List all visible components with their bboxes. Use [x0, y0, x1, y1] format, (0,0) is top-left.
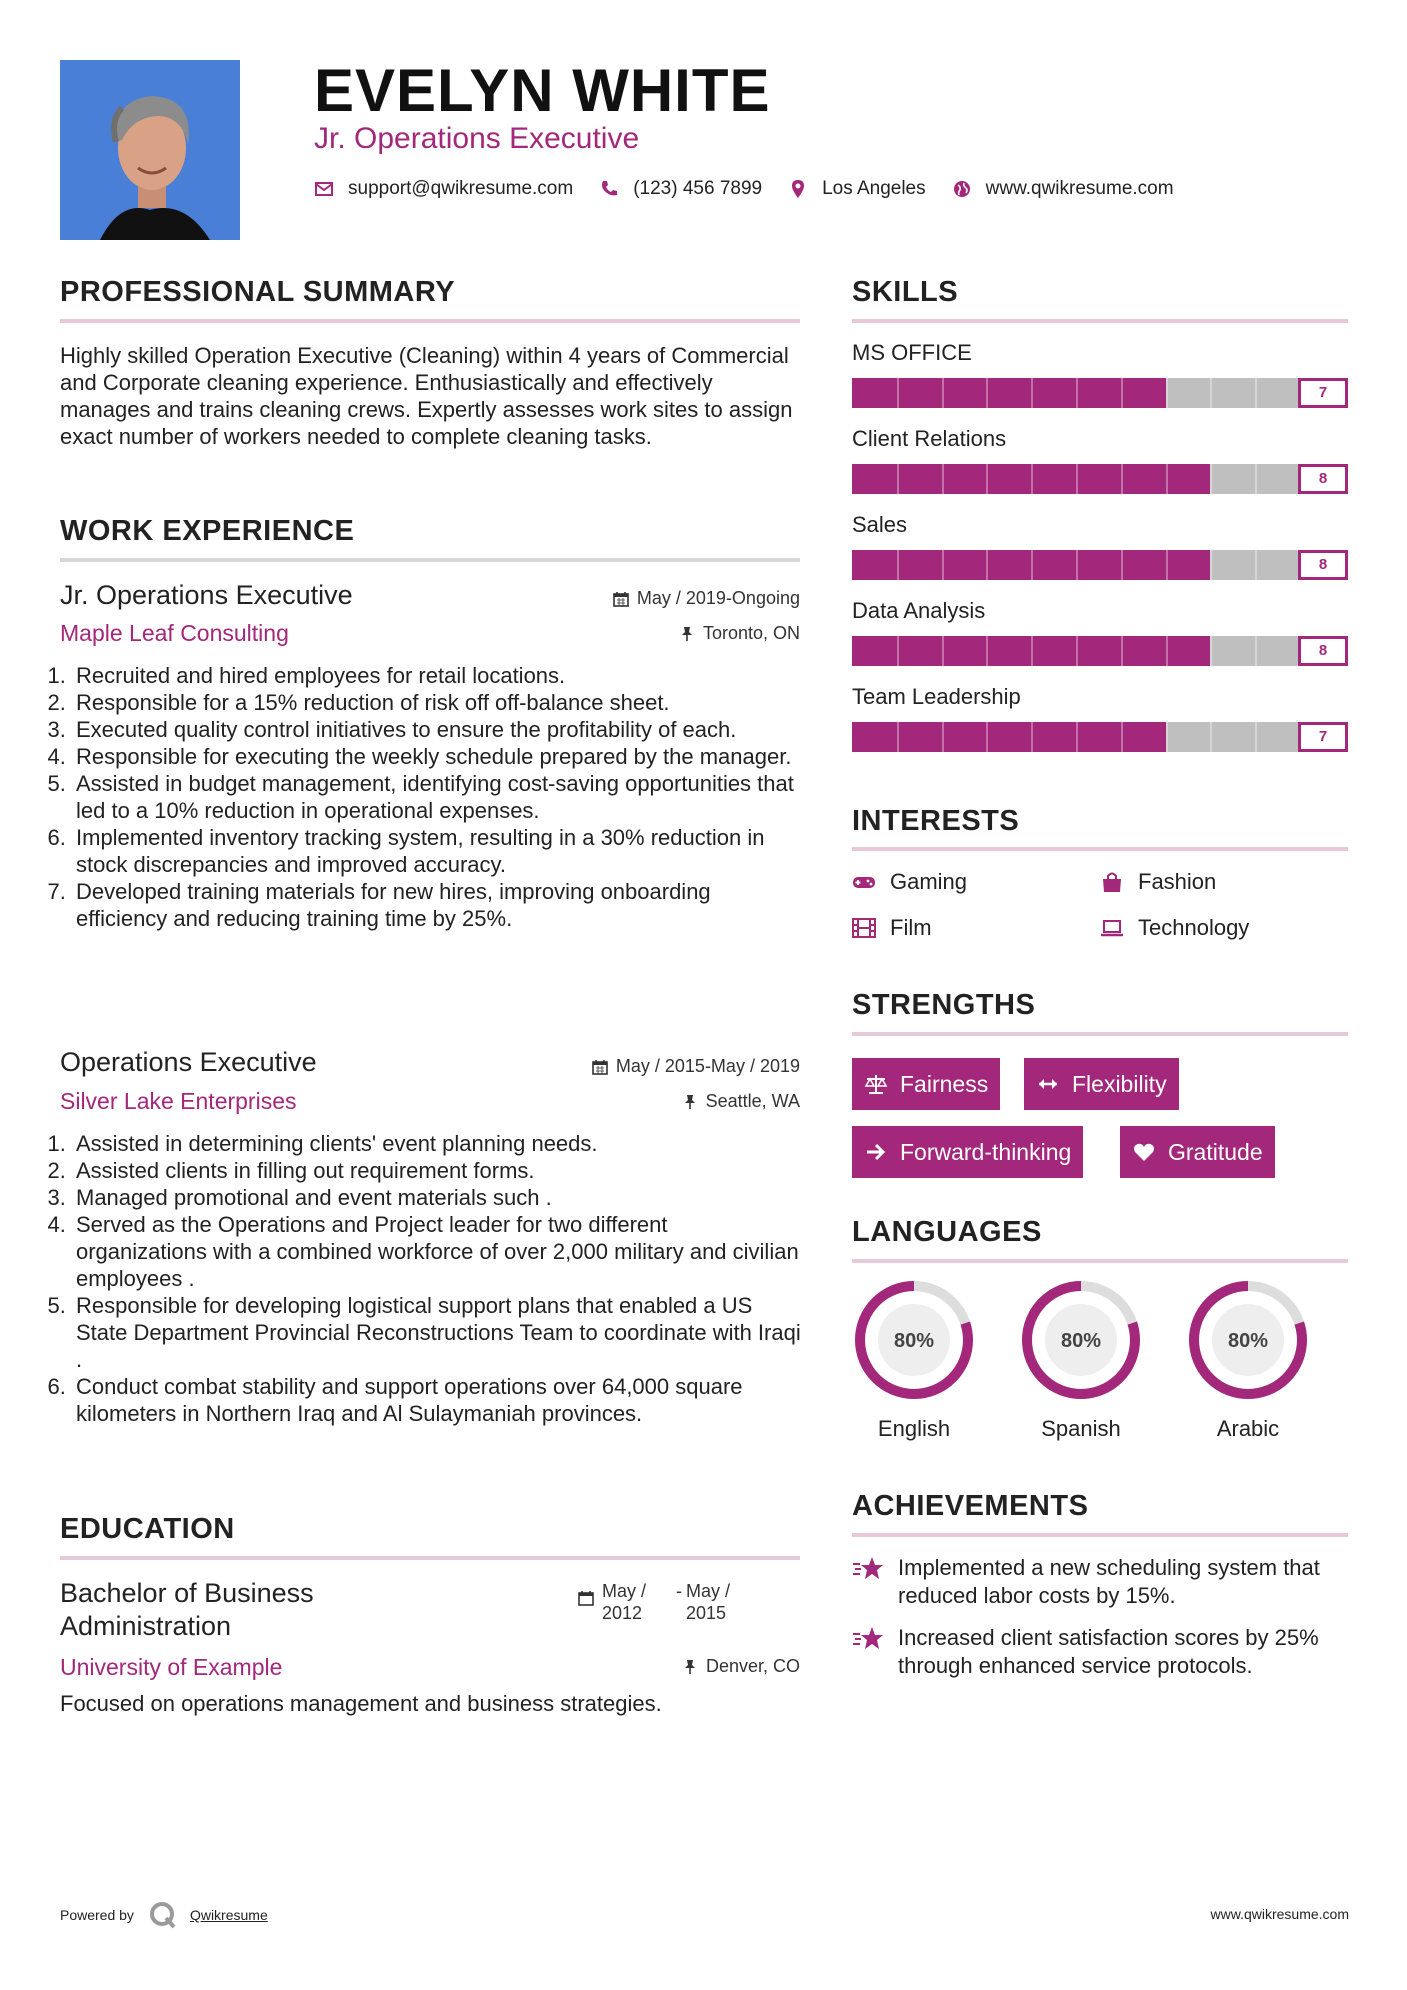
responsibility-item: 5. Responsible for developing logistical support plans that enabled a US State Department Provincial Reconstructions Team to coordinate with Iraqi .: [72, 1292, 804, 1373]
responsibility-item: 3. Executed quality control initiatives to ensure the profitability of each.: [72, 716, 804, 743]
skill-segment-divider: [1166, 636, 1168, 666]
envelope-icon: [314, 179, 334, 199]
job-title: Operations Executive: [60, 1047, 317, 1077]
interests-heading: INTERESTS: [852, 805, 1020, 837]
job-location-text: Seattle, WA: [705, 1091, 800, 1111]
laptop-icon: [1100, 917, 1124, 939]
job-responsibilities: [54, 1130, 804, 1427]
skill-bar: [852, 722, 1348, 752]
strengths-divider: [852, 1032, 1348, 1036]
skill-segment-divider: [1166, 378, 1168, 408]
balance-scale-icon: [864, 1072, 888, 1096]
skill-segment-divider: [1210, 464, 1212, 494]
skill-segment-divider: [1076, 636, 1078, 666]
job-title: Jr. Operations Executive: [60, 580, 353, 610]
strength-badge: [852, 1126, 1083, 1178]
interest-fashion: [1100, 869, 1216, 895]
skill-segment-divider: [1031, 636, 1033, 666]
interest-label: Fashion: [1138, 869, 1217, 894]
responsibility-item: 6. Conduct combat stability and support operations over 64,000 square kilometers in Northern Iraq and Al Sulaymaniah provinces.: [72, 1373, 804, 1427]
skill-segment-divider: [942, 550, 944, 580]
star-icon: [852, 1554, 886, 1584]
shopping-bag-icon: [1100, 871, 1124, 893]
ring-percent-label: 80%: [1227, 1330, 1269, 1352]
achievement-item: [852, 1554, 1352, 1610]
skill-segment-divider: [1255, 464, 1257, 494]
map-marker-icon: [788, 179, 808, 199]
responsibility-item: 1. Assisted in determining clients' event planning needs.: [72, 1130, 804, 1157]
contact-phone[interactable]: [599, 178, 762, 200]
interest-label: Film: [890, 915, 932, 940]
phone-text: (123) 456 7899: [633, 178, 763, 199]
degree-line: Bachelor of Business: [60, 1578, 314, 1608]
language-ring: [1186, 1278, 1310, 1402]
calendar-icon: [578, 1590, 594, 1606]
contact-location: [788, 178, 926, 200]
location-text: Los Angeles: [822, 178, 926, 199]
skill-level-value: 8: [1298, 550, 1348, 580]
job-responsibilities: [54, 662, 804, 932]
skill-bar: [852, 636, 1348, 666]
strength-badge: [1120, 1126, 1275, 1178]
footer-url[interactable]: www.qwikresume.com: [1210, 1906, 1349, 1922]
skill-segment-divider: [986, 636, 988, 666]
pushpin-icon: [682, 1659, 698, 1675]
interests-divider: [852, 847, 1348, 851]
job-location-text: Toronto, ON: [702, 623, 800, 643]
skills-divider: [852, 319, 1348, 323]
languages-heading: LANGUAGES: [852, 1216, 1042, 1248]
calendar-icon: [613, 591, 629, 607]
education-location: [560, 1656, 800, 1677]
skill-segment-divider: [942, 722, 944, 752]
job-dates-text: May / 2015-May / 2019: [615, 1056, 800, 1076]
job-dates-text: May / 2019-Ongoing: [636, 588, 800, 608]
end-month: May /: [686, 1581, 731, 1601]
globe-icon: [952, 179, 972, 199]
skill-level-value: 8: [1298, 636, 1348, 666]
skill-segment-divider: [897, 722, 899, 752]
phone-icon: [599, 179, 619, 199]
start-month: May /: [602, 1581, 647, 1601]
language-ring: [1019, 1278, 1143, 1402]
skill-name: MS OFFICE: [852, 340, 972, 365]
job-dates: [520, 1056, 800, 1077]
strength-label: Flexibility: [1072, 1070, 1167, 1097]
skill-level-fill: [852, 722, 1166, 752]
pushpin-icon: [679, 626, 695, 642]
school-name: University of Example: [60, 1654, 283, 1680]
education-heading: EDUCATION: [60, 1513, 235, 1545]
skill-segment-divider: [1255, 550, 1257, 580]
skill-segment-divider: [1210, 550, 1212, 580]
language-name: Arabic: [1216, 1416, 1280, 1441]
skill-segment-divider: [1255, 722, 1257, 752]
responsibility-item: 1. Recruited and hired employees for retail locations.: [72, 662, 804, 689]
skill-segment-divider: [1210, 722, 1212, 752]
skill-bar: [852, 378, 1348, 408]
responsibility-item: 7. Developed training materials for new hires, improving onboarding efficiency and reducing training time by 25%.: [72, 878, 804, 932]
contact-website[interactable]: [952, 178, 1174, 200]
skill-segment-divider: [1031, 722, 1033, 752]
star-icon: [852, 1624, 886, 1654]
skill-level-value: 7: [1298, 722, 1348, 752]
skill-segment-divider: [1076, 464, 1078, 494]
language-name: Spanish: [1041, 1416, 1121, 1441]
interest-technology: [1100, 915, 1249, 941]
arrow-right-icon: [864, 1140, 888, 1164]
strength-label: Fairness: [900, 1070, 989, 1097]
skill-segment-divider: [897, 378, 899, 408]
skills-heading: SKILLS: [852, 276, 959, 308]
degree-title: [60, 1577, 314, 1643]
skill-segment-divider: [897, 636, 899, 666]
interest-film: [852, 915, 932, 941]
responsibility-item: 4. Responsible for executing the weekly schedule prepared by the manager.: [72, 743, 804, 770]
language-name: English: [877, 1416, 951, 1441]
skill-segment-divider: [986, 464, 988, 494]
skill-segment-divider: [897, 464, 899, 494]
gamepad-icon: [852, 871, 876, 893]
skill-segment-divider: [942, 636, 944, 666]
summary-divider: [60, 319, 800, 323]
contact-bar: [314, 178, 1200, 200]
arrows-horizontal-icon: [1036, 1072, 1060, 1096]
qwikresume-logo-icon: [148, 1900, 178, 1930]
skill-segment-divider: [1031, 464, 1033, 494]
email-text: support@qwikresume.com: [348, 178, 574, 199]
language-ring: [852, 1278, 976, 1402]
skill-segment-divider: [942, 378, 944, 408]
strength-label: Gratitude: [1168, 1138, 1263, 1165]
calendar-icon: [592, 1059, 608, 1075]
skill-segment-divider: [1076, 550, 1078, 580]
interest-label: Technology: [1138, 915, 1250, 940]
skill-bar: [852, 464, 1348, 494]
skill-name: Data Analysis: [852, 598, 986, 623]
heart-icon: [1132, 1140, 1156, 1164]
responsibility-item: 2. Responsible for a 15% reduction of risk off off-balance sheet.: [72, 689, 804, 716]
pushpin-icon: [682, 1094, 698, 1110]
skill-segment-divider: [1255, 636, 1257, 666]
profile-photo: [60, 60, 240, 240]
skill-bar: [852, 550, 1348, 580]
skill-segment-divider: [1121, 636, 1123, 666]
skill-segment-divider: [986, 550, 988, 580]
languages-divider: [852, 1259, 1348, 1263]
skill-segment-divider: [986, 722, 988, 752]
skill-segment-divider: [1121, 378, 1123, 408]
skill-segment-divider: [1031, 550, 1033, 580]
skill-level-fill: [852, 378, 1166, 408]
progress-ring: [852, 1278, 976, 1402]
interest-label: Gaming: [890, 869, 968, 894]
candidate-role: Jr. Operations Executive: [314, 122, 640, 155]
skill-level-value: 8: [1298, 464, 1348, 494]
skill-segment-divider: [1031, 378, 1033, 408]
strength-badge: [1024, 1058, 1179, 1110]
film-icon: [852, 917, 876, 939]
skill-segment-divider: [1121, 722, 1123, 752]
job-location: [520, 1091, 800, 1112]
powered-by-text: Powered by: [60, 1907, 134, 1923]
summary-heading: PROFESSIONAL SUMMARY: [60, 276, 456, 308]
degree-line: Administration: [60, 1611, 232, 1641]
achievement-text: Implemented a new scheduling system that reduced labor costs by 15%.: [898, 1555, 1320, 1608]
skill-segment-divider: [1166, 464, 1168, 494]
job-dates: [520, 588, 800, 609]
skill-segment-divider: [1255, 378, 1257, 408]
footer-branding: [60, 1900, 268, 1930]
job-location: [520, 623, 800, 644]
progress-ring: [1019, 1278, 1143, 1402]
skill-name: Team Leadership: [852, 684, 1021, 709]
achievement-item: [852, 1624, 1352, 1680]
achievements-divider: [852, 1533, 1348, 1537]
website-text: www.qwikresume.com: [985, 178, 1174, 199]
responsibility-item: 3. Managed promotional and event materials such .: [72, 1184, 804, 1211]
education-divider: [60, 1556, 800, 1560]
progress-ring: [1186, 1278, 1310, 1402]
brand-link[interactable]: Qwikresume: [189, 1907, 268, 1923]
skill-name: Sales: [852, 512, 908, 537]
ring-percent-label: 80%: [893, 1330, 935, 1352]
interest-gaming: [852, 869, 967, 895]
strength-label: Forward-thinking: [900, 1138, 1072, 1165]
ring-percent-label: 80%: [1060, 1330, 1102, 1352]
skill-segment-divider: [1210, 378, 1212, 408]
skill-segment-divider: [1166, 722, 1168, 752]
skill-segment-divider: [1121, 550, 1123, 580]
skill-level-value: 7: [1298, 378, 1348, 408]
start-year: 2012: [602, 1603, 643, 1623]
achievements-heading: ACHIEVEMENTS: [852, 1490, 1089, 1522]
experience-divider: [60, 558, 800, 562]
summary-text: Highly skilled Operation Executive (Cleaning) within 4 years of Commercial and Corporate cleaning experience. Enthusiastically and effectively manages and trains cleaning crews. Expertly assesses work sites to assign exact number of workers needed to complete cleaning tasks.: [60, 343, 793, 449]
education-dates: May / 2012 - May / 2015: [578, 1580, 730, 1624]
end-year: 2015: [686, 1603, 727, 1623]
skill-segment-divider: [1076, 722, 1078, 752]
experience-heading: WORK EXPERIENCE: [60, 515, 355, 547]
company-name: Silver Lake Enterprises: [60, 1088, 297, 1114]
skill-segment-divider: [1076, 378, 1078, 408]
contact-email[interactable]: [314, 178, 573, 200]
skill-segment-divider: [986, 378, 988, 408]
company-name: Maple Leaf Consulting: [60, 620, 289, 646]
skill-segment-divider: [1166, 550, 1168, 580]
education-description: Focused on operations management and business strategies.: [60, 1691, 662, 1716]
strength-badge: [852, 1058, 1000, 1110]
achievement-text: Increased client satisfaction scores by 25% through enhanced service protocols.: [898, 1625, 1319, 1678]
education-location-text: Denver, CO: [705, 1656, 800, 1676]
candidate-name: EVELYN WHITE: [314, 57, 771, 124]
skill-segment-divider: [942, 464, 944, 494]
responsibility-item: 5. Assisted in budget management, identifying cost-saving opportunities that led to a 10% reduction in operational expenses.: [72, 770, 804, 824]
skill-segment-divider: [897, 550, 899, 580]
responsibility-item: 4. Served as the Operations and Project leader for two different organizations with a combined workforce of over 2,000 military and civilian employees .: [72, 1211, 804, 1292]
responsibility-item: 6. Implemented inventory tracking system, resulting in a 30% reduction in stock discrepancies and improved accuracy.: [72, 824, 804, 878]
strengths-heading: STRENGTHS: [852, 989, 1036, 1021]
skill-segment-divider: [1121, 464, 1123, 494]
skill-segment-divider: [1210, 636, 1212, 666]
skill-name: Client Relations: [852, 426, 1007, 451]
responsibility-item: 2. Assisted clients in filling out requirement forms.: [72, 1157, 804, 1184]
